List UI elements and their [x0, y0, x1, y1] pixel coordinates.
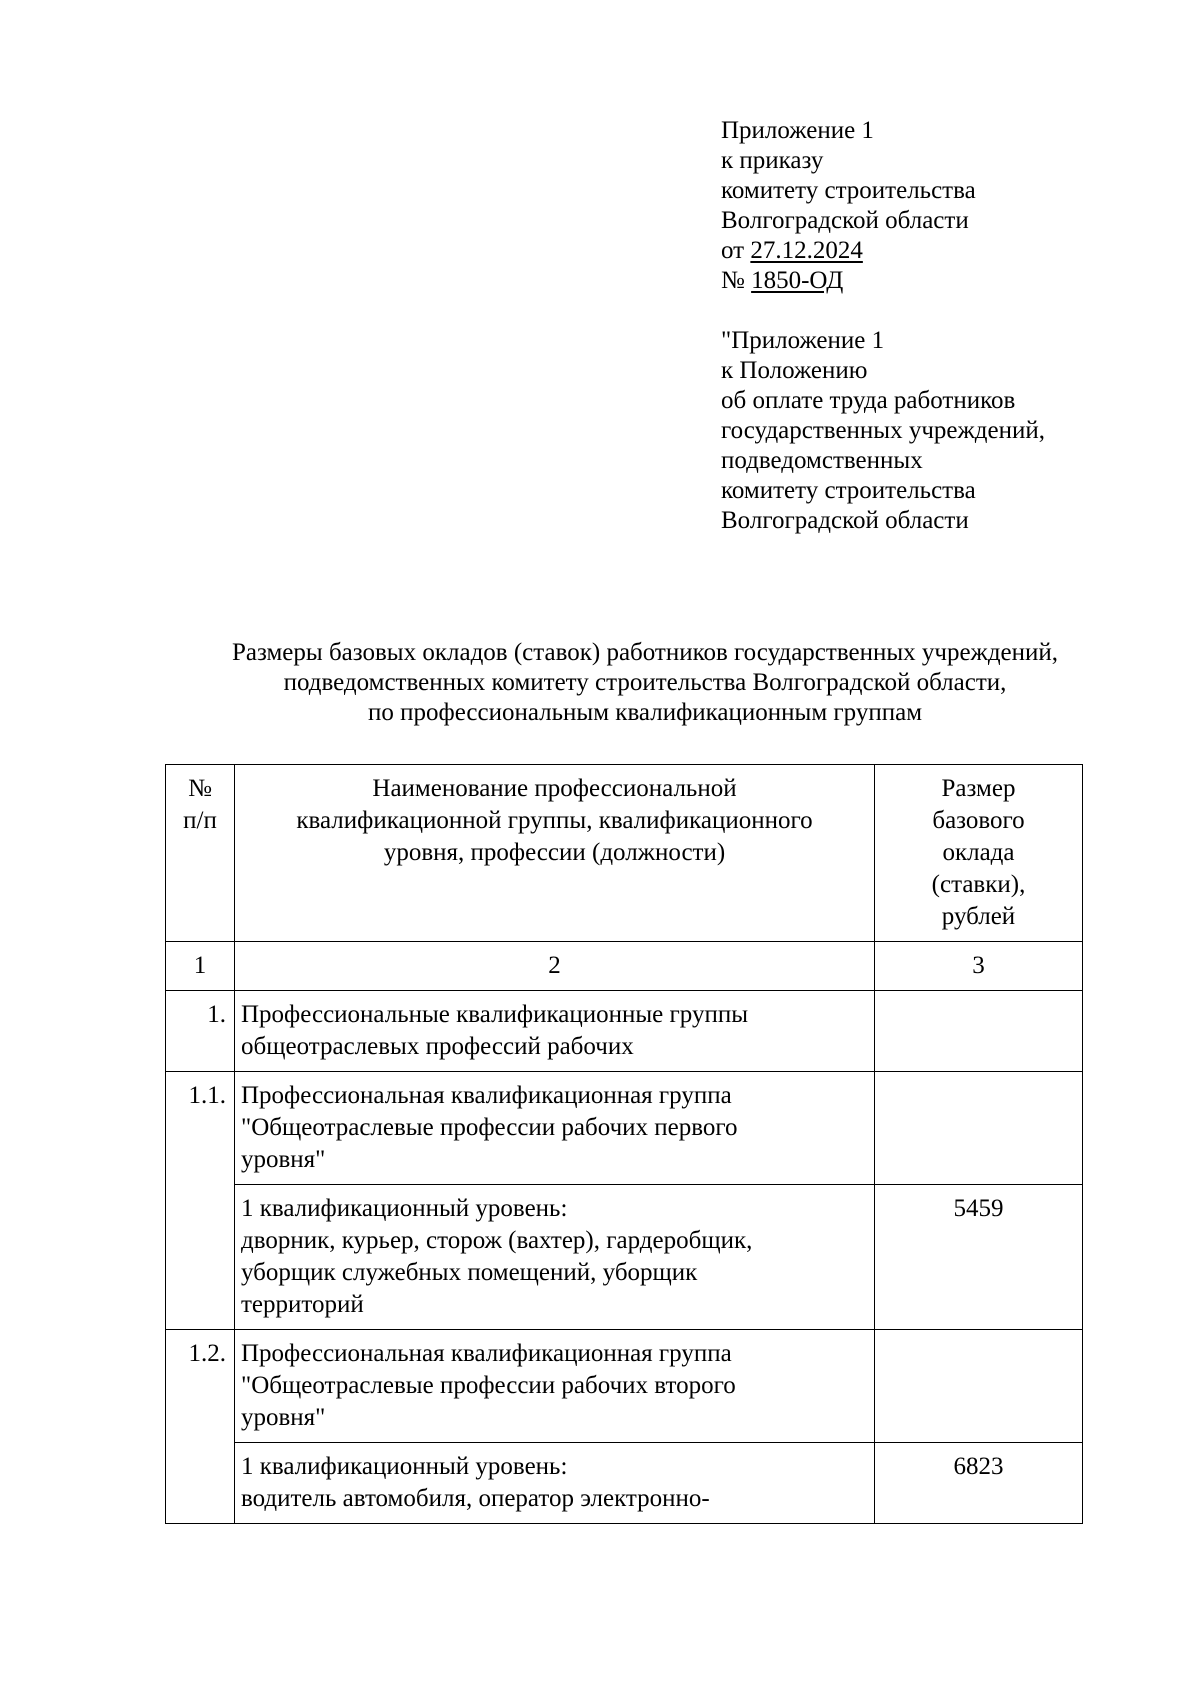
annex-line: Волгоградской области: [721, 207, 969, 234]
annex-line: Приложение 1: [721, 117, 874, 144]
title-line: подведомственных комитету строительства Волгоградской области,: [283, 669, 1007, 696]
quoted-annex-line: Волгоградской области: [721, 507, 969, 534]
salary-table: [165, 764, 1083, 1524]
annex-date: 27.12.2024: [750, 237, 863, 264]
row-salary: [875, 991, 1083, 1072]
quoted-annex-line: государственных учреждений,: [721, 417, 1045, 444]
annex-number-prefix: №: [721, 267, 752, 294]
annex-header: [721, 116, 1141, 536]
title-line: Размеры базовых окладов (ставок) работников государственных учреждений,: [231, 639, 1059, 666]
table-row: [166, 1072, 1083, 1185]
row-salary: 6823: [875, 1443, 1083, 1524]
row-number: 1.2.: [166, 1330, 235, 1524]
annex-spacer: [721, 296, 1141, 326]
row-number: 1.: [166, 991, 235, 1072]
annex-line: к приказу: [721, 147, 824, 174]
row-salary: [875, 1330, 1083, 1443]
column-index-row: [166, 942, 1083, 991]
quoted-annex-line: подведомственных: [721, 447, 923, 474]
document-title: [120, 638, 1170, 728]
quoted-annex-line: к Положению: [721, 357, 868, 384]
table-row: [166, 1185, 1083, 1330]
row-salary: 5459: [875, 1185, 1083, 1330]
annex-number-line: [721, 266, 1141, 296]
row-name: 1 квалификационный уровень: водитель автомобиля, оператор электронно-: [235, 1443, 875, 1524]
header-salary: Размер базового оклада (ставки), рублей: [875, 765, 1083, 942]
header-name: Наименование профессиональной квалификационной группы, квалификационного уровня, профессии (должности): [235, 765, 875, 942]
row-name: Профессиональная квалификационная группа "Общеотраслевые профессии рабочих первого уровня": [235, 1072, 875, 1185]
row-name: 1 квалификационный уровень: дворник, курьер, сторож (вахтер), гардеробщик, уборщик служебных помещений, уборщик территорий: [235, 1185, 875, 1330]
row-salary: [875, 1072, 1083, 1185]
quoted-annex-line: "Приложение 1: [721, 327, 885, 354]
column-index: 1: [166, 942, 235, 991]
header-number: № п/п: [166, 765, 235, 942]
annex-number: 1850-ОД: [751, 267, 844, 294]
annex-line: комитету строительства: [721, 177, 976, 204]
quoted-annex-line: об оплате труда работников: [721, 387, 1016, 414]
quoted-annex-line: комитету строительства: [721, 477, 976, 504]
annex-date-line: [721, 236, 1141, 266]
row-name: Профессиональные квалификационные группы общеотраслевых профессий рабочих: [235, 991, 875, 1072]
column-index: 3: [875, 942, 1083, 991]
table-row: [166, 1443, 1083, 1524]
title-line: по профессиональным квалификационным группам: [367, 699, 923, 726]
row-number: 1.1.: [166, 1072, 235, 1330]
table-header-row: [166, 765, 1083, 942]
annex-date-prefix: от: [721, 237, 751, 264]
table-row: [166, 1330, 1083, 1443]
table-row: [166, 991, 1083, 1072]
row-name: Профессиональная квалификационная группа "Общеотраслевые профессии рабочих второго уровня": [235, 1330, 875, 1443]
column-index: 2: [235, 942, 875, 991]
